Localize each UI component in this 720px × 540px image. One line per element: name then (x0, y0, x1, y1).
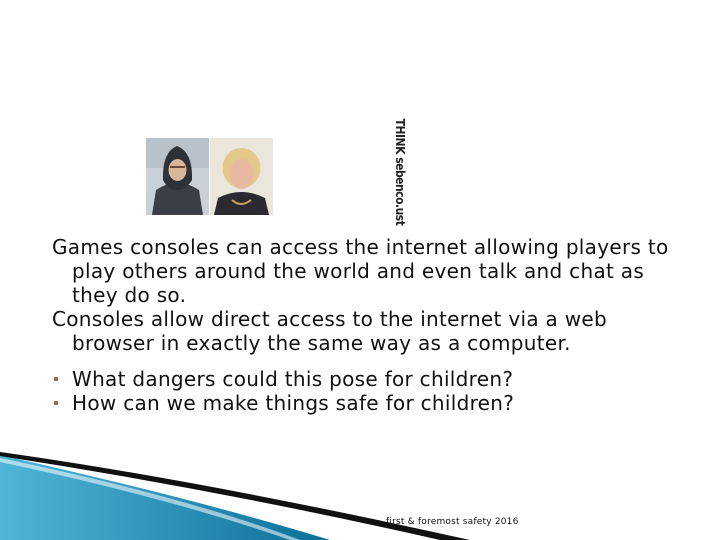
question-dangers: What dangers could this pose for children? (72, 367, 514, 391)
question-safety: How can we make things safe for children? (72, 391, 515, 415)
woman-photo (210, 138, 273, 215)
decorative-swoosh (0, 440, 720, 540)
hooded-youth-photo (146, 138, 209, 215)
body-text (52, 235, 692, 355)
list-item (52, 367, 692, 391)
paragraph-consoles-browser: Consoles allow direct access to the internet via a web browser in exactly the same way as a computer. (52, 307, 607, 355)
bullet-icon (54, 401, 58, 405)
rotated-caption: THINK sebenco.ust (393, 118, 407, 226)
paragraph-consoles-internet: Games consoles can access the internet allowing players to play others around the world and even talk and chat as they do so. (52, 235, 669, 307)
question-list (52, 367, 692, 415)
footer-text: first & foremost safety 2016 (386, 517, 519, 527)
bullet-icon (54, 377, 58, 381)
list-item (52, 391, 692, 415)
